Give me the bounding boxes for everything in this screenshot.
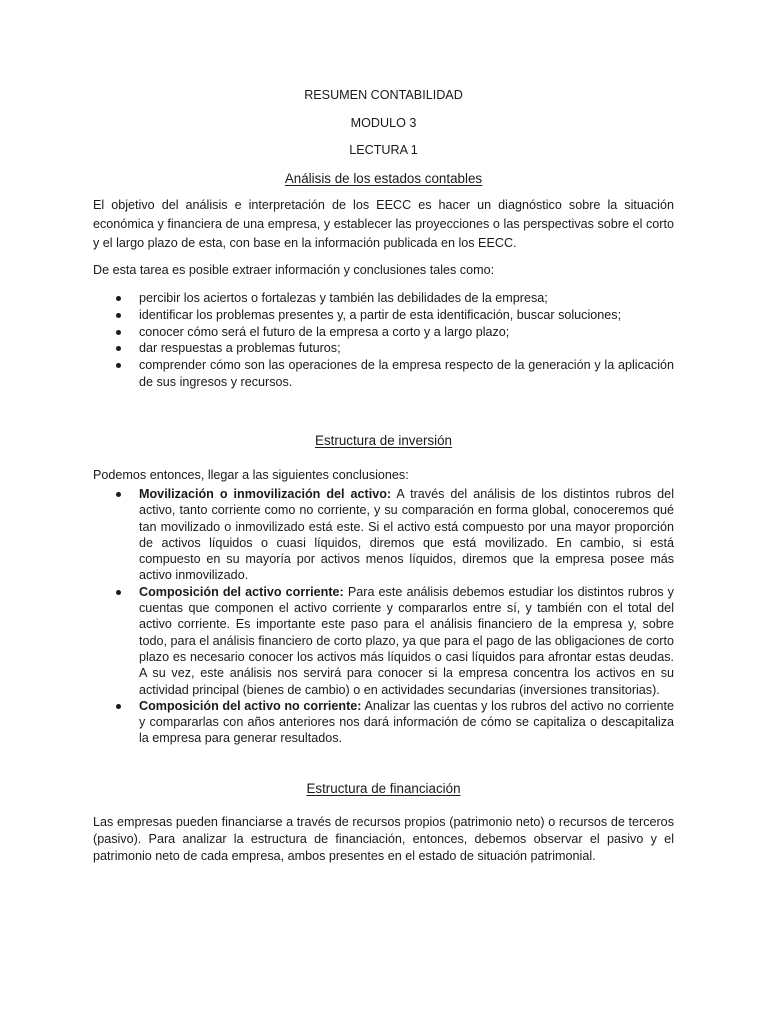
module-label: MODULO 3 xyxy=(350,116,417,130)
list-item xyxy=(93,698,674,747)
bullet-icon xyxy=(116,363,121,368)
section-heading-analisis: Análisis de los estados contables xyxy=(284,171,483,186)
list-item-text: Para este análisis debemos estudiar los distintos rubros y cuentas que componen el activo corriente y compararlos entre sí, y también con el total del activo corriente. Es importante este paso para el análisis financiero de la empresa y, sobre todo, para el análisis financiero de corto plazo, ya que para el pago de las obligaciones de corto plazo es necesario conocer los activos más líquidos o casi líquidos para afrontar estas deudas. A su vez, este análisis nos servirá para conocer si la empresa concentra los activos en su actividad principal (bienes de cambio) o en actividades secundarias (inversiones transitorias). xyxy=(139,584,674,697)
list-item xyxy=(93,324,674,341)
bullet-icon xyxy=(116,704,121,709)
list-item-text: A través del análisis de los distintos rubros del activo, tanto corriente como no corriente, y su comparación en forma global, conoceremos qué tan movilizado o inmovilizado está este. Si el activo está compuesto por una mayor proporción de activos líquidos o cuasi líquidos, diremos que está movilizado. En cambio, si está compuesto en su mayoría por activos menos líquidos, diremos que la empresa posee más activo inmovilizado. xyxy=(139,487,674,583)
list-item xyxy=(93,584,674,698)
lecture-label: LECTURA 1 xyxy=(349,143,418,157)
bullet-icon xyxy=(116,330,121,335)
list-item-text: identificar los problemas presentes y, a partir de esta identificación, buscar soluciones; xyxy=(139,307,622,322)
bullet-icon xyxy=(116,296,121,301)
list-item-term: Composición del activo no corriente: xyxy=(139,698,362,713)
list-item-text: comprender cómo son las operaciones de la empresa respecto de la generación y la aplicación de sus ingresos y recursos. xyxy=(139,358,674,389)
list-item xyxy=(93,290,674,307)
section-heading-inversion: Estructura de inversión xyxy=(315,433,452,448)
section-heading-financiacion: Estructura de financiación xyxy=(306,781,461,796)
list-item-text: Analizar las cuentas y los rubros del activo no corriente y compararlas con años anteriores nos dará información de cómo se capitaliza o descapitaliza la empresa para generar resultados. xyxy=(139,698,674,746)
list-item-text: percibir los aciertos o fortalezas y también las debilidades de la empresa; xyxy=(139,291,548,305)
list-item xyxy=(93,486,674,584)
conclusions-list xyxy=(93,290,674,391)
bullet-icon xyxy=(116,346,121,351)
list-item-term: Movilización o inmovilización del activo: xyxy=(139,487,392,501)
bullet-icon xyxy=(116,492,121,497)
inversion-list xyxy=(93,486,674,747)
list-item-text: conocer cómo será el futuro de la empresa a corto y a largo plazo; xyxy=(139,324,510,339)
list-item-text: dar respuestas a problemas futuros; xyxy=(139,341,341,356)
list-item xyxy=(93,340,674,357)
paragraph-objetivo: El objetivo del análisis e interpretación de los EECC es hacer un diagnóstico sobre la situación económica y financiera de una empresa, y establecer las proyecciones o las perspectivas sobre el corto y el largo plazo de esta, con base en la información publicada en los EECC. xyxy=(93,198,674,250)
paragraph-tarea: De esta tarea es posible extraer información y conclusiones tales como: xyxy=(93,263,495,277)
list-item xyxy=(93,307,674,324)
list-item xyxy=(93,357,674,391)
paragraph-conclusiones: Podemos entonces, llegar a las siguientes conclusiones: xyxy=(93,468,409,482)
list-item-term: Composición del activo corriente: xyxy=(139,584,344,599)
bullet-icon xyxy=(116,590,121,595)
doc-title: RESUMEN CONTABILIDAD xyxy=(304,88,463,102)
paragraph-financiacion: Las empresas pueden financiarse a través de recursos propios (patrimonio neto) o recursos de terceros (pasivo). Para analizar la estructura de financiación, entonces, debemos observar el pasivo y el patrimonio neto de cada empresa, ambos presentes en el estado de situación patrimonial. xyxy=(93,815,674,863)
bullet-icon xyxy=(116,313,121,318)
